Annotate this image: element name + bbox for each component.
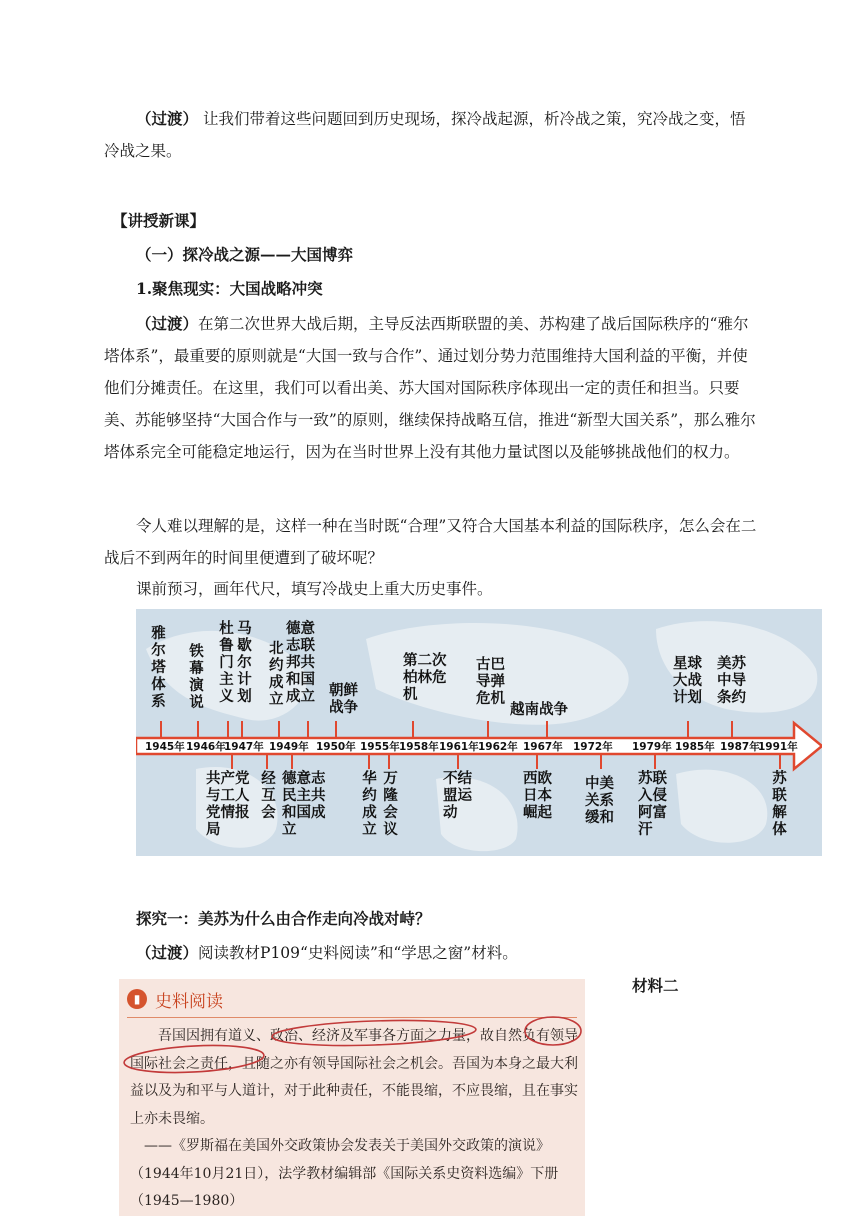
event-ussr-collapse: 苏联解体 [772, 770, 787, 838]
transition-paragraph-3 [104, 937, 758, 969]
event-frg [286, 620, 326, 720]
year-label: 1979年 [632, 741, 672, 753]
subsection-heading-2: 1.聚焦现实：大国战略冲突 [136, 279, 323, 298]
event-europe-japan-rise: 西欧日本崛起 [523, 770, 552, 821]
year-label: 1961年 [439, 741, 479, 753]
source-reading-box [119, 979, 585, 1216]
year-label: 1967年 [523, 741, 563, 753]
event-gdr: 德意志民主共和国成立 [282, 770, 326, 838]
year-label: 1947年 [224, 741, 264, 753]
transition-label: （过渡） [136, 109, 199, 128]
transition-text: 在第二次世界大战后期，主导反法西斯联盟的美、苏构建了战后国际秩序的“雅尔塔体系”，最重要的原则就是“大国一致与合作”、通过划分势力范围维持大国利益的平衡，并使他们分摊责任。在这里，我们可以看出美、苏大国对国际秩序体现出一定的责任和担当。只要美、苏能够坚持“大国合作与一致”的原则，继续保持战略互信，推进“新型大国关系”，那么雅尔塔体系完全可能稳定地运行，因为在当时世界上没有其他力量试图以及能够挑战他们的权力。 [104, 315, 756, 461]
cold-war-timeline [136, 609, 822, 856]
handwritten-annotation-circles [119, 979, 585, 1216]
event-inf-treaty: 美苏中导条约 [717, 655, 746, 706]
event-truman-doctrine: 杜鲁门主义 [219, 620, 234, 705]
transition-label: （过渡） [136, 314, 199, 333]
year-label: 1985年 [675, 741, 715, 753]
event-marshall-plan: 马歇尔计划 [237, 620, 252, 705]
question-paragraph: 令人难以理解的是，这样一种在当时既“合理”又符合大国基本利益的国际秩序，怎么会在二战后不到两年的时间里便遭到了破坏呢？ [104, 517, 757, 567]
event-korean-war: 朝鲜战争 [329, 682, 358, 716]
book-icon: ▮ [127, 989, 147, 1009]
section-heading: 【讲授新课】 [112, 211, 206, 230]
event-frg-label: 德意志联邦共和国成立 [286, 620, 315, 705]
event-non-aligned: 不结盟运动 [443, 770, 472, 821]
year-label: 1949年 [269, 741, 309, 753]
reading-body: 吾国因拥有道义、政治、经济及军事各方面之力量，故自然负有领导国际社会之责任，且随之亦有领导国际社会之机会。吾国为本身之最大利益以及为和平与人道计，对于此种责任，不能畏缩，不应畏缩，且在事实上亦未畏缩。 [130, 1028, 578, 1127]
transition-paragraph-2 [104, 308, 758, 468]
transition-paragraph-1 [104, 103, 756, 167]
reading-title: 史料阅读 [155, 991, 223, 1012]
event-vietnam-war: 越南战争 [510, 701, 568, 718]
event-bandung: 万隆会议 [383, 770, 398, 838]
event-yalta: 雅尔塔体系 [151, 625, 166, 710]
event-cominform: 共产党与工人党情报局 [206, 770, 250, 838]
event-warsaw-pact: 华约成立 [362, 770, 377, 838]
event-afghanistan: 苏联入侵阿富汗 [638, 770, 667, 838]
transition-text: 让我们带着这些问题回到历史现场，探冷战起源，析冷战之策，究冷战之变，悟冷战之果。 [104, 110, 746, 160]
year-label: 1946年 [186, 741, 226, 753]
preview-instruction: 课前预习，画年代尺，填写冷战史上重大历史事件。 [136, 580, 493, 598]
event-star-wars: 星球大战计划 [673, 655, 702, 706]
subsection-heading-1: （一）探冷战之源——大国博弈 [136, 245, 354, 264]
reading-source: ——《罗斯福在美国外交政策协会发表关于美国外交政策的演说》（1944年10月21日），法学教材编辑部《国际关系史资料选编》下册（1945—1980） [130, 1138, 559, 1209]
year-label: 1950年 [316, 741, 356, 753]
transition-label: （过渡） [136, 943, 199, 962]
event-sino-us-detente: 中美关系缓和 [585, 775, 614, 826]
event-comecon: 经互会 [261, 770, 276, 821]
year-label: 1987年 [720, 741, 760, 753]
event-nato: 北约成立 [269, 640, 284, 708]
year-label: 1945年 [145, 741, 185, 753]
year-label: 1972年 [573, 741, 613, 753]
year-label: 1962年 [478, 741, 518, 753]
transition-text: 阅读教材P109“史料阅读”和“学思之窗”材料。 [198, 944, 518, 962]
event-cuban-missile-crisis: 古巴导弹危机 [476, 656, 505, 707]
material-2-label: 材料二 [632, 976, 679, 995]
event-iron-curtain: 铁幕演说 [189, 643, 204, 711]
year-label: 1955年 [360, 741, 400, 753]
year-label: 1958年 [399, 741, 439, 753]
year-label: 1991年 [758, 741, 798, 753]
explore-question-1: 探究一：美苏为什么由合作走向冷战对峙？ [136, 909, 431, 928]
event-berlin-crisis: 第二次柏林危机 [403, 652, 447, 703]
